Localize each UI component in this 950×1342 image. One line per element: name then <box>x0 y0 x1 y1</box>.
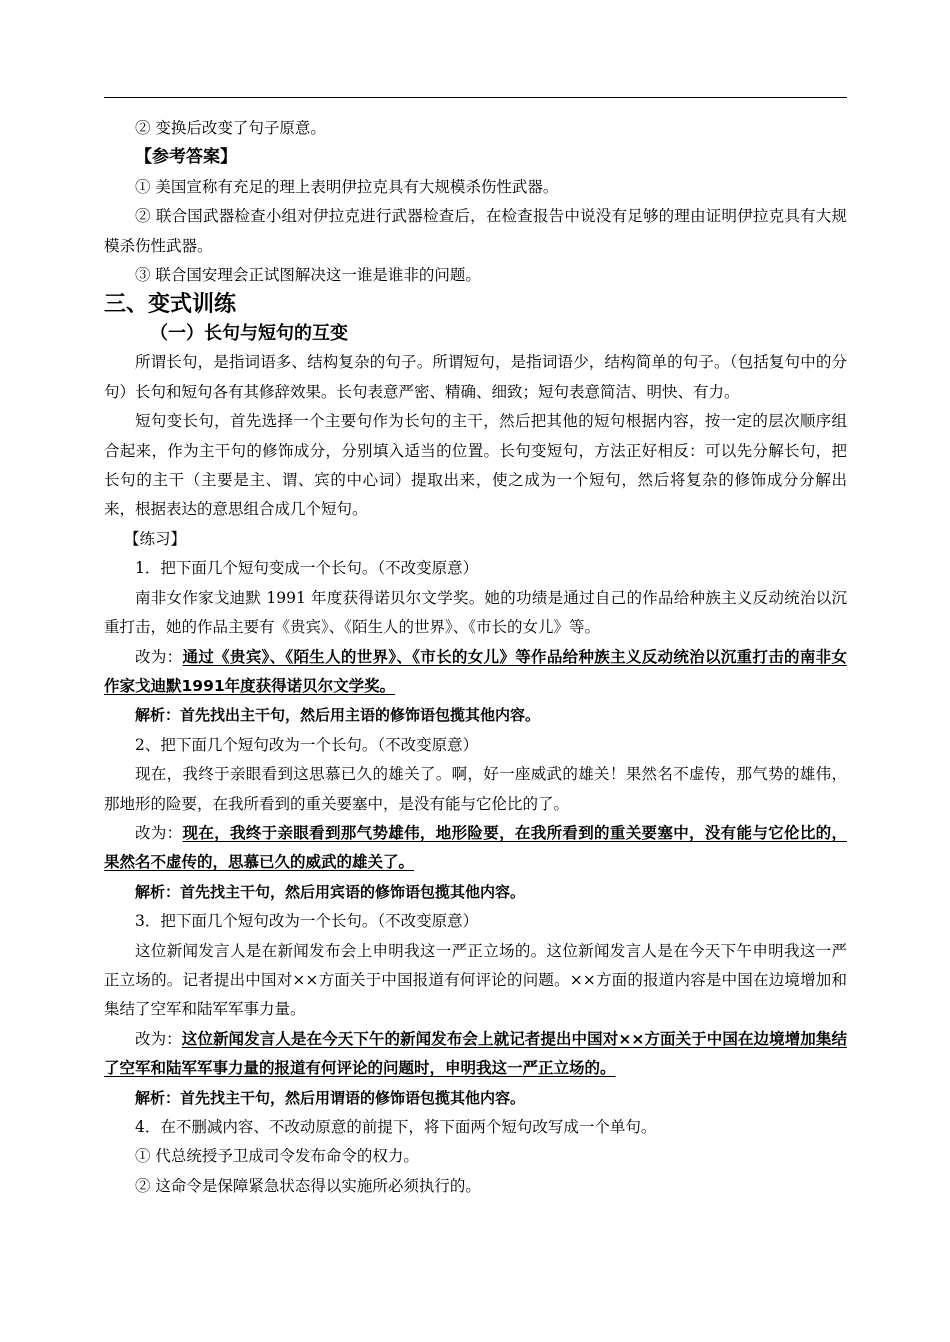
document-body <box>104 114 847 1201</box>
exercise-item: ① 代总统授予卫成司令发布命令的权力。 <box>135 1147 419 1166</box>
paragraph: ① 美国宣称有充足的理上表明伊拉克具有大规模杀伤性武器。 <box>135 177 559 196</box>
paragraph: ② 变换后改变了句子原意。 <box>135 119 326 137</box>
subsection-heading: （一）长句与短句的互变 <box>150 323 348 345</box>
answer-label: 改为： <box>135 823 183 842</box>
answer-label: 改为： <box>135 1029 182 1048</box>
exercise-prompt: 3．把下面几个短句改为一个长句。（不改变原意） <box>135 912 479 931</box>
exercise-answer <box>104 643 847 702</box>
paragraph: 所谓长句，是指词语多、结构复杂的句子。所谓短句，是指词语少，结构简单的句子。（包括复句中的分句）长句和短句各有其修辞效果。长句表意严密、精确、细致；短句表意简洁、明快、有力。 <box>104 353 847 401</box>
exercise-answer <box>104 1025 847 1084</box>
exercise-text: 这位新闻发言人是在新闻发布会上申明我这一严正立场的。这位新闻发言人是在今天下午申明我这一严正立场的。记者提出中国对××方面关于中国报道有何评论的问题。××方面的报道内容是中国在边境增加和集结了空军和陆军军事力量。 <box>104 941 847 1019</box>
exercise-prompt: 1．把下面几个短句变成一个长句。（不改变原意） <box>135 559 479 578</box>
answer-text: 现在，我终于亲眼看到那气势雄伟，地形险要，在我所看到的重关要塞中，没有能与它伦比的，果然名不虚传的，思慕已久的威武的雄关了。 <box>104 823 847 872</box>
exercise-analysis: 解析：首先找出主干句，然后用主语的修饰语包揽其他内容。 <box>135 706 541 725</box>
exercise-prompt: 4．在不删减内容、不改动原意的前提下，将下面两个短句改写成一个单句。 <box>135 1118 657 1136</box>
header-rule <box>104 97 847 98</box>
paragraph: ③ 联合国安理会正试图解决这一谁是谁非的问题。 <box>135 266 481 285</box>
paragraph: 短句变长句，首先选择一个主要句作为长句的主干，然后把其他的短句根据内容，按一定的层次顺序组合起来，作为主干句的修饰成分，分别填入适当的位置。长句变短句，方法正好相反：可以先分解长句，把长句的主干（主要是主、谓、宾的中心词）提取出来，使之成为一个短句，然后将复杂的修饰成分分解出来，根据表达的意思组合成几个短句。 <box>104 412 847 519</box>
paragraph: ② 联合国武器检查小组对伊拉克进行武器检查后，在检查报告中说没有足够的理由证明伊拉克具有大规模杀伤性武器。 <box>104 207 847 255</box>
exercise-answer <box>104 819 847 878</box>
practice-label: 【练习】 <box>124 529 187 548</box>
answer-text: 通过《贵宾》、《陌生人的世界》、《市长的女儿》等作品给种族主义反动统治以沉重打击的南非女作家戈迪默1991年度获得诺贝尔文学奖。 <box>104 647 847 695</box>
exercise-text: 现在，我终于亲眼看到这思慕已久的雄关了。啊，好一座威武的雄关！果然名不虚传，那气势的雄伟，那地形的险要，在我所看到的重关要塞中，是没有能与它伦比的了。 <box>104 765 847 813</box>
exercise-analysis: 解析：首先找主干句，然后用谓语的修饰语包揽其他内容。 <box>135 1088 526 1107</box>
exercise-analysis: 解析：首先找主干句，然后用宾语的修饰语包揽其他内容。 <box>135 882 526 901</box>
answer-label: 改为： <box>135 647 183 666</box>
exercise-text: 南非女作家戈迪默 1991 年度获得诺贝尔文学奖。她的功绩是通过自己的作品给种族主义反动统治以沉重打击，她的作品主要有《贵宾》、《陌生人的世界》、《市长的女儿》等。 <box>104 588 847 637</box>
exercise-prompt: 2、把下面几个短句改为一个长句。（不改变原意） <box>135 735 479 754</box>
exercise-item: ② 这命令是保障紧急状态得以实施所必须执行的。 <box>135 1176 481 1195</box>
section-heading: 三、变式训练 <box>104 292 237 318</box>
answer-text: 这位新闻发言人是在今天下午的新闻发布会上就记者提出中国对××方面关于中国在边境增加集结了空军和陆军军事力量的报道有何评论的问题时，申明我这一严正立场的。 <box>104 1029 847 1078</box>
reference-answer-heading: 【参考答案】 <box>135 147 237 168</box>
